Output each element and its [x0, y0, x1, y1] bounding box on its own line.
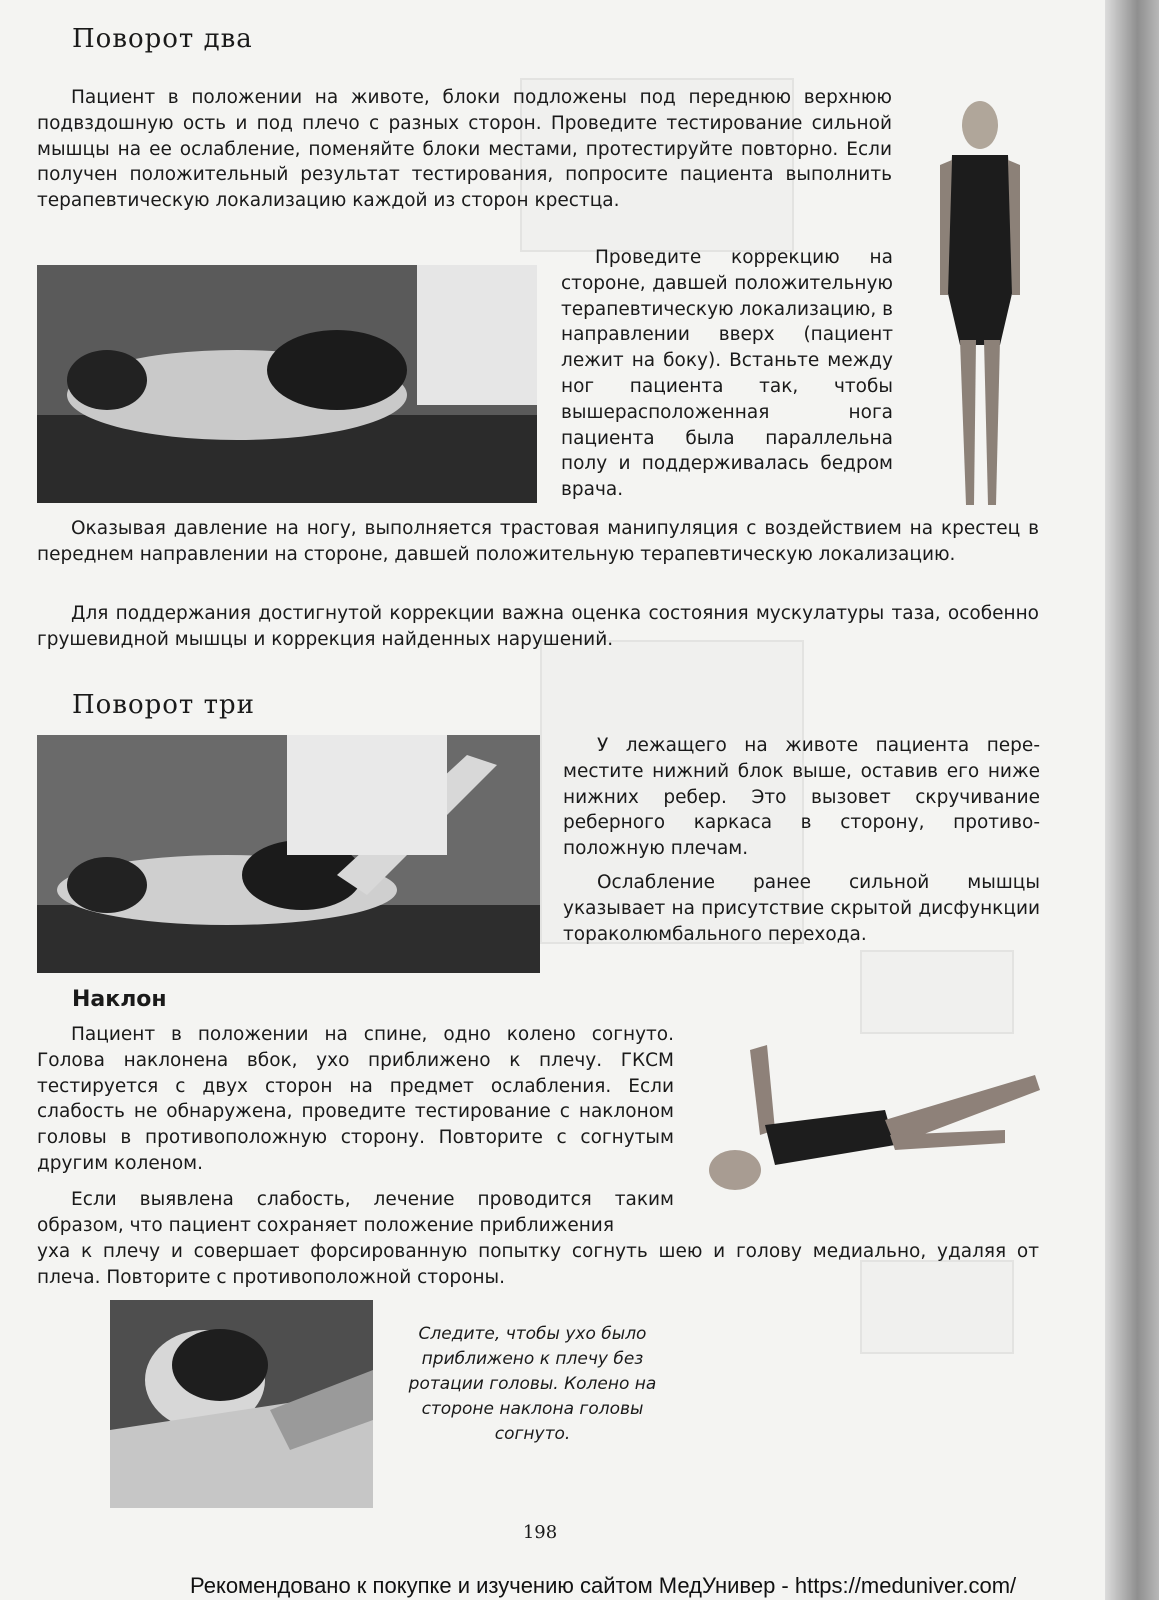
section-title-naklon: Наклон: [72, 987, 167, 1012]
paragraph-s1-intro: Пациент в положении на животе, блоки подложены под переднюю верхнюю подвздошную ость и под плечо с разных сторон. Проведите тестирование сильной мышцы на ее ослабление, поменяйте блоки местами, протестируйте повторно. Если получен положительный результат тестирования, попросите пациента выполнить терапевтическую локализацию каждой из сторон крестца.: [37, 87, 892, 212]
show-through-box: [860, 950, 1014, 1034]
paragraph-s3-treatment-end: уха к плечу и совершает форсированную попытку согнуть шею и голову медиально, удаляя от плеча. Повторите с противоположной стороны.: [37, 1241, 1039, 1288]
photo-head-tilt-closeup: [110, 1300, 373, 1508]
section-title-povorot-dva: Поворот два: [72, 24, 253, 54]
paragraph-s3-position: Пациент в положении на спине, одно колено согнуто. Голова наклонена вбок, ухо приближено к плечу. ГКСМ тестируется с двух сторон на предмет ослабления. Если слабость не обнаружена, проведите тестирование с наклоном головы в противоположную сторону. Повторите с согнутым другим коленом.: [37, 1024, 674, 1174]
paragraph-s3-treatment-start: Если выявлена слабость, лечение проводится таким образом, что пациент сохраняет положение приближения: [37, 1189, 674, 1236]
page-binding-shadow: [1105, 0, 1159, 1600]
photo-supine-head-tilt: [705, 1035, 1045, 1205]
paragraph-s2-weakness: Ослабление ранее сильной мышцы указывает на присутствие скрытой дисфункции тораколюмбального перехода.: [563, 872, 1040, 945]
photo-standing-patient-back: [930, 85, 1030, 510]
paragraph-s1-manipulation: Оказывая давление на ногу, выполняется трастовая манипуляция с воздействием на крестец в переднем направлении на стороне, давшей положительную терапевтическую локализацию.: [37, 518, 1039, 565]
paragraph-s1-correction: Проведите коррекцию на стороне, давшей положительную терапевтическую локализацию, в направлении вверх (пациент лежит на боку). Встаньте между ног пациента так, чтобы вышерасположенная нога пациента была параллельна полу и поддерживалась бедром врача.: [561, 247, 894, 501]
photo-prone-leg-test: [37, 735, 540, 973]
footer-recommendation: Рекомендовано к покупке и изучению сайтом МедУнивер - https://meduniver.com/: [190, 1573, 1017, 1598]
figure-caption-naklon: Следите, чтобы ухо было приближено к плечу без ротации головы. Колено на стороне наклона головы согнуто.: [408, 1324, 657, 1444]
photo-side-lying-correction: [37, 265, 537, 503]
section-title-povorot-tri: Поворот три: [72, 690, 255, 720]
page-number: 198: [522, 1522, 558, 1543]
paragraph-s2-block: У лежащего на животе пациента переместите нижний блок выше, оставив его ниже нижних ребер. Это вызовет скручивание реберного каркаса в сторону, противоположную плечам.: [563, 735, 1040, 860]
paragraph-s1-maintenance: Для поддержания достигнутой коррекции важна оценка состояния мускулатуры таза, особенно грушевидной мышцы и коррекция найденных нарушений.: [37, 603, 1039, 650]
